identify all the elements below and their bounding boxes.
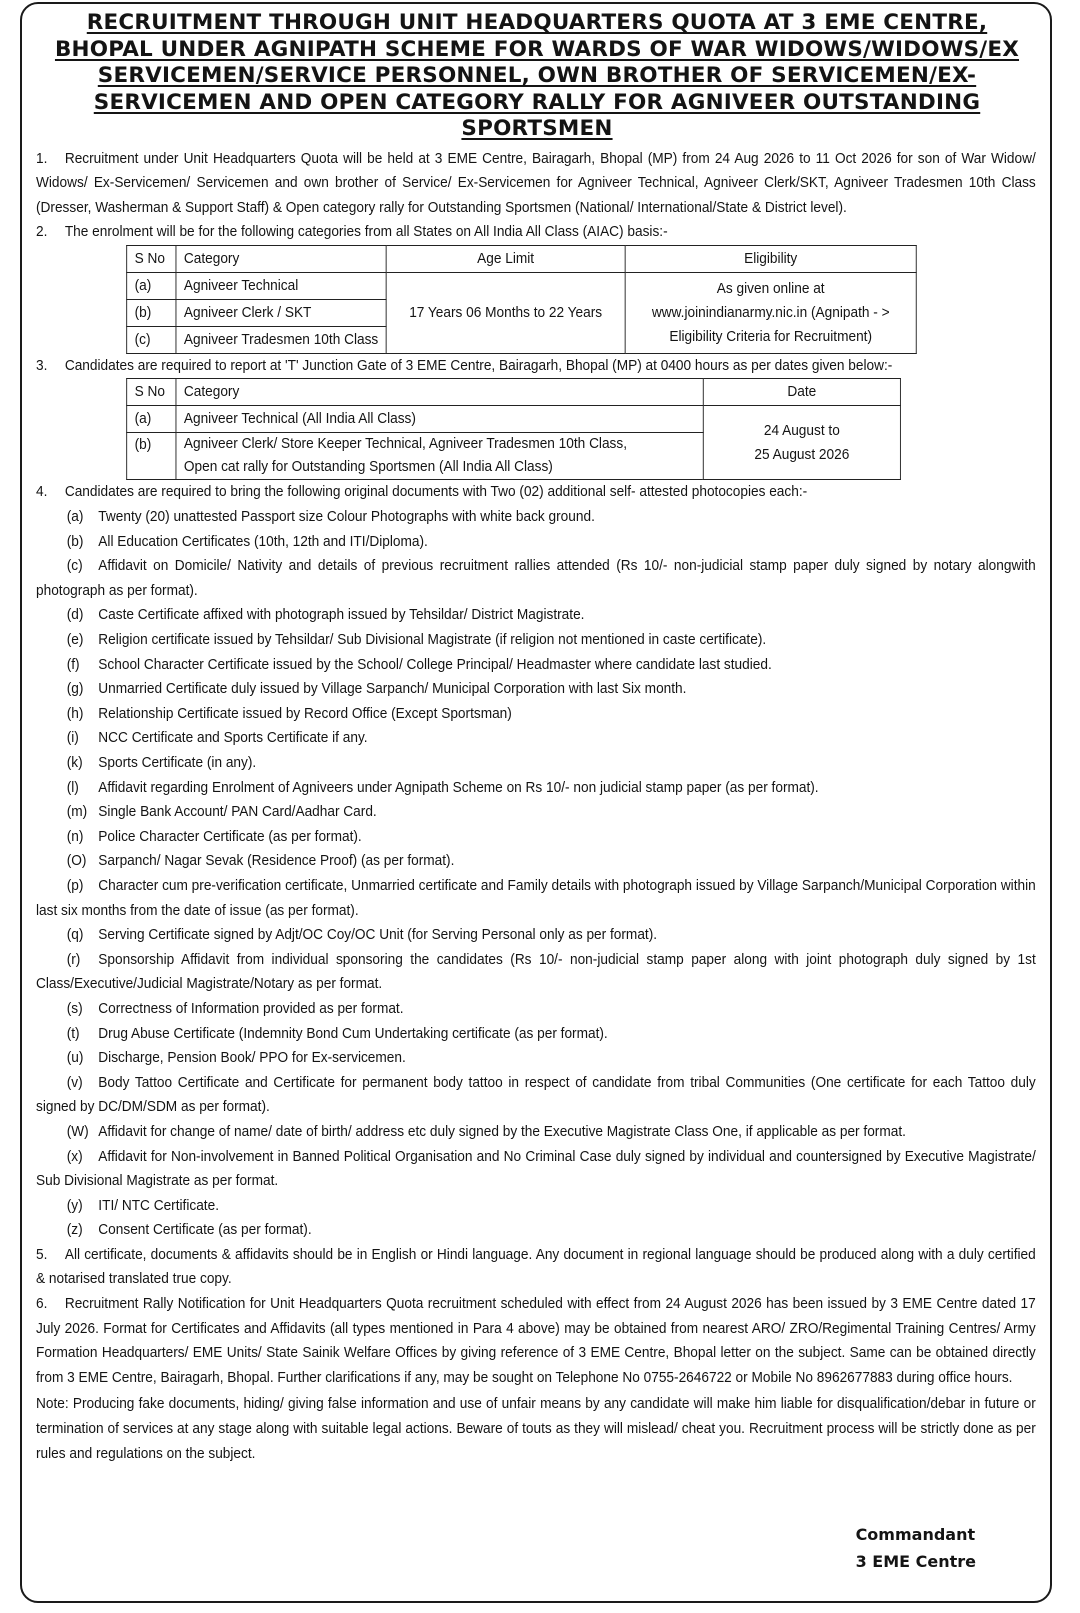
item-label: (g) <box>66 681 84 698</box>
item-text: School Character Certificate issued by the School/ College Principal/ Headmaster where candidate last studied. <box>98 656 772 673</box>
list-item <box>36 948 1036 997</box>
para-number: 1. <box>36 150 48 167</box>
list-item <box>36 1120 1036 1145</box>
item-text: Relationship Certificate issued by Record Office (Except Sportsman) <box>98 705 512 722</box>
signature-block <box>856 1521 976 1575</box>
category-line: Agniveer Clerk/ Store Keeper Technical, Agniveer Tradesmen 10th Class, <box>183 436 628 453</box>
item-label: (h) <box>66 705 84 722</box>
para-3 <box>36 354 1036 379</box>
list-item <box>36 653 1036 678</box>
list-item <box>36 1218 1036 1243</box>
item-label: (v) <box>66 1074 83 1091</box>
item-text: Discharge, Pension Book/ PPO for Ex-servicemen. <box>98 1050 406 1067</box>
para-text: Recruitment under Unit Headquarters Quota will be held at 3 EME Centre, Bairagarh, Bhopal (MP) from 24 Aug 2026 to 11 Oct 2026 for son of War Widow/ Widows/ Ex-Servicemen/ Servicemen and own brother of Service/ Ex-Servicemen for Agniveer Technical, Agniveer Clerk/SKT, Agniveer Tradesmen 10th Class (Dresser, Washerman & Support Staff) & Open category rally for Outstanding Sportsmen (National/ International/State & District level). <box>36 150 1036 216</box>
list-item <box>36 997 1036 1022</box>
para-1 <box>36 147 1036 221</box>
item-label: (W) <box>66 1123 89 1140</box>
item-text: Police Character Certificate (as per format). <box>98 828 362 845</box>
list-item <box>36 874 1036 923</box>
para-text: Recruitment Rally Notification for Unit Headquarters Quota recruitment scheduled with effect from 24 August 2026 has been issued by 3 EME Centre dated 17 July 2026. Format for Certificates and Affidavits (all types mentioned in Para 4 above) may be obtained from nearest ARO/ ZRO/Regimental Training Centres/ Army Formation Headquarters/ EME Units/ State Sainik Welfare Offices by giving reference of 3 EME Centre, Bhopal letter on the subject. Same can be obtained directly from 3 EME Centre, Bairagarh, Bhopal. Further clarifications if any, may be sought on Telephone No 0755-2646722 or Mobile No 8962677883 during office hours. <box>36 1296 1036 1386</box>
item-text: Body Tattoo Certificate and Certificate for permanent body tattoo in respect of candidate from tribal Communities (One certificate for each Tattoo duly signed by DC/DM/SDM as per format). <box>36 1074 1036 1116</box>
para-5 <box>36 1243 1036 1292</box>
item-text: ITI/ NTC Certificate. <box>98 1197 219 1214</box>
list-item <box>36 923 1036 948</box>
list-item <box>36 530 1036 555</box>
para-number: 2. <box>36 224 48 241</box>
item-text: Caste Certificate affixed with photograph issued by Tehsildar/ District Magistrate. <box>98 607 585 624</box>
para-6 <box>36 1292 1036 1390</box>
note: Note: Producing fake documents, hiding/ giving false information and use of unfair means by any candidate will make him liable for disqualification/debar in future or termination of services at any stage along with suitable legal actions. Beware of touts as they will mislead/ cheat you. Recruitment process will be strictly done as per rules and regulations on the subject. <box>36 1396 1036 1462</box>
para-2 <box>36 220 1036 245</box>
item-label: (s) <box>66 1000 83 1017</box>
table-header: Age Limit <box>386 245 625 272</box>
item-label: (t) <box>66 1025 80 1042</box>
list-item <box>36 702 1036 727</box>
sno-cell: (a) <box>127 406 176 433</box>
list-item <box>36 1145 1036 1194</box>
list-item <box>36 603 1036 628</box>
item-text: Religion certificate issued by Tehsildar/ Sub Divisional Magistrate (if religion not mentioned in caste certificate). <box>98 632 767 649</box>
list-item <box>36 1194 1036 1219</box>
item-label: (q) <box>66 927 84 944</box>
category-cell: Agniveer Clerk / SKT <box>176 299 386 326</box>
table-header: S No <box>127 379 176 406</box>
para-text: The enrolment will be for the following categories from all States on All India All Class (AIAC) basis:- <box>64 224 668 241</box>
para-number: 5. <box>36 1246 48 1263</box>
table-header: S No <box>127 245 176 272</box>
sno-cell: (b) <box>127 299 176 326</box>
item-label: (O) <box>66 853 87 870</box>
eligibility-link: www.joinindianarmy.nic.in (Agnipath - > <box>651 304 890 321</box>
table-row <box>127 406 901 433</box>
item-text: Character cum pre-verification certificate, Unmarried certificate and Family details with photograph issued by Village Sarpanch/Municipal Corporation within last six months from the date of issue (as per format). <box>36 877 1036 919</box>
item-text: Serving Certificate signed by Adjt/OC Coy/OC Unit (for Serving Personal only as per format). <box>98 927 658 944</box>
item-label: (c) <box>66 558 83 575</box>
item-text: Sports Certificate (in any). <box>98 755 257 771</box>
para-text: Candidates are required to bring the following original documents with Two (02) additional self- attested photocopies each:- <box>64 484 808 501</box>
item-label: (k) <box>66 755 83 771</box>
table-header: Category <box>176 245 386 272</box>
table-header-row <box>127 245 917 272</box>
item-text: Correctness of Information provided as per format. <box>98 1000 404 1017</box>
table-header: Date <box>703 379 900 406</box>
notice-body <box>36 147 1036 1467</box>
reporting-dates-table <box>126 378 901 480</box>
list-item <box>36 505 1036 530</box>
list-item <box>36 800 1036 825</box>
list-item <box>36 677 1036 702</box>
item-text: Single Bank Account/ PAN Card/Aadhar Card. <box>98 804 377 821</box>
age-limit-cell: 17 Years 06 Months to 22 Years <box>386 272 625 353</box>
signature-title: Commandant <box>855 1525 976 1544</box>
sno-cell: (a) <box>127 272 176 299</box>
list-item <box>36 554 1036 603</box>
sno-cell: (b) <box>127 433 176 480</box>
item-label: (p) <box>66 877 84 894</box>
item-text: Affidavit for change of name/ date of birth/ address etc duly signed by the Executive Magistrate Class One, if applicable as per format. <box>98 1123 906 1140</box>
signature-unit: 3 EME Centre <box>855 1552 976 1571</box>
para-number: 6. <box>36 1296 48 1313</box>
category-cell: Agniveer Technical <box>176 272 386 299</box>
item-text: Drug Abuse Certificate (Indemnity Bond Cum Undertaking certificate (as per format). <box>98 1025 608 1042</box>
item-text: Affidavit for Non-involvement in Banned Political Organisation and No Criminal Case duly signed by individual and countersigned by Executive Magistrate/ Sub Divisional Magistrate as per format. <box>36 1148 1036 1190</box>
item-label: (d) <box>66 607 84 624</box>
para-4 <box>36 480 1036 505</box>
table-header: Category <box>176 379 703 406</box>
para-text: Candidates are required to report at 'T' Junction Gate of 3 EME Centre, Bairagarh, Bhopal (MP) at 0400 hours as per dates given below:- <box>64 357 893 374</box>
item-text: Twenty (20) unattested Passport size Colour Photographs with white back ground. <box>98 509 595 526</box>
item-label: (b) <box>66 533 84 550</box>
item-label: (u) <box>66 1050 84 1067</box>
item-label: (a) <box>66 509 84 526</box>
table-header-row <box>127 379 901 406</box>
list-item <box>36 849 1036 874</box>
list-item <box>36 776 1036 801</box>
page-title: RECRUITMENT THROUGH UNIT HEADQUARTERS QUOTA AT 3 EME CENTRE, BHOPAL UNDER AGNIPATH SCHEME FOR WARDS OF WAR WIDOWS/WIDOWS/EX SERVICEMEN/SERVICE PERSONNEL, OWN BROTHER OF SERVICEMEN/EX-SERVICEMEN AND OPEN CATEGORY RALLY FOR AGNIVEER OUTSTANDING SPORTSMEN <box>54 10 1020 141</box>
item-label: (z) <box>66 1222 83 1239</box>
list-item <box>36 751 1036 776</box>
item-label: (r) <box>66 951 81 968</box>
category-line: Open cat rally for Outstanding Sportsmen (All India All Class) <box>183 459 553 476</box>
item-text: Sarpanch/ Nagar Sevak (Residence Proof) (as per format). <box>98 853 455 870</box>
list-item <box>36 628 1036 653</box>
notice-page <box>20 2 1052 1603</box>
para-text: All certificate, documents & affidavits should be in English or Hindi language. Any document in regional language should be produced along with a duly certified & notarised translated true copy. <box>36 1246 1036 1288</box>
item-label: (f) <box>66 656 80 673</box>
item-label: (l) <box>66 779 79 796</box>
item-text: Unmarried Certificate duly issued by Village Sarpanch/ Municipal Corporation with last Six month. <box>98 681 687 698</box>
item-text: Consent Certificate (as per format). <box>98 1222 312 1239</box>
list-item <box>36 825 1036 850</box>
date-line: 24 August to <box>763 422 840 439</box>
documents-list <box>36 505 1036 1243</box>
list-item <box>36 1046 1036 1071</box>
item-text: All Education Certificates (10th, 12th and ITI/Diploma). <box>98 533 428 550</box>
para-number: 4. <box>36 484 48 501</box>
category-cell: Agniveer Technical (All India All Class) <box>176 406 703 433</box>
item-text: NCC Certificate and Sports Certificate if any. <box>98 730 368 747</box>
item-label: (y) <box>66 1197 83 1214</box>
item-text: Affidavit on Domicile/ Nativity and details of previous recruitment rallies attended (Rs 10/- non-judicial stamp paper duly signed by notary alongwith photograph as per format). <box>36 558 1036 599</box>
item-label: (e) <box>66 632 84 649</box>
table-row <box>127 272 917 299</box>
item-text: Sponsorship Affidavit from individual sponsoring the candidates (Rs 10/- non-judicial stamp paper along with joint photograph duly signed by 1st Class/Executive/Judicial Magistrate/Notary as per format. <box>36 951 1036 993</box>
eligibility-cell <box>625 272 916 353</box>
category-cell: Agniveer Tradesmen 10th Class <box>176 326 386 353</box>
list-item <box>36 1022 1036 1047</box>
list-item <box>36 1071 1036 1120</box>
sno-cell: (c) <box>127 326 176 353</box>
eligibility-line: Eligibility Criteria for Recruitment) <box>669 328 873 345</box>
item-text: Affidavit regarding Enrolment of Agniveers under Agnipath Scheme on Rs 10/- non judicial stamp paper (as per format). <box>98 779 819 796</box>
item-label: (x) <box>66 1148 83 1165</box>
eligibility-line: As given online at <box>716 280 825 297</box>
para-number: 3. <box>36 357 48 374</box>
item-label: (i) <box>66 730 79 747</box>
list-item <box>36 726 1036 751</box>
category-cell <box>176 433 703 480</box>
table-header: Eligibility <box>625 245 916 272</box>
item-label: (n) <box>66 828 84 845</box>
categories-table <box>126 245 917 354</box>
date-cell <box>703 406 900 480</box>
item-label: (m) <box>66 804 88 821</box>
date-line: 25 August 2026 <box>754 446 850 463</box>
